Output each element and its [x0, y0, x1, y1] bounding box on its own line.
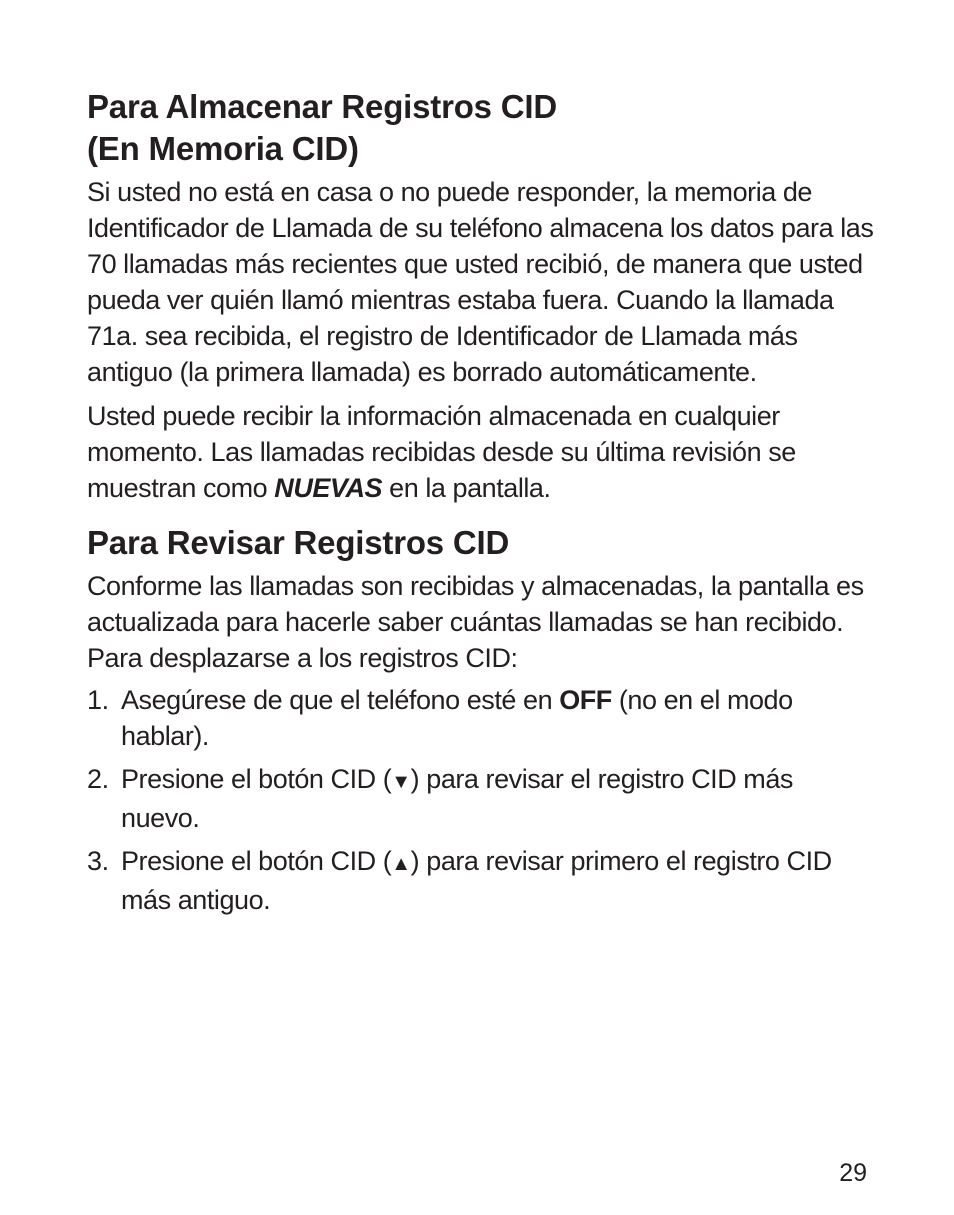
store-cid-paragraph-2	[87, 398, 877, 506]
step-text-start: Presione el botón CID (	[121, 764, 392, 794]
nuevas-label: NUEVAS	[274, 473, 383, 503]
review-steps-list	[87, 682, 877, 918]
step-text-end: ) para revisar el registro CID más nuevo.	[121, 764, 793, 833]
manual-page	[87, 86, 877, 925]
down-arrow-icon: ▼	[391, 771, 411, 793]
step-text-start: Presione el botón CID (	[121, 846, 392, 876]
step-number: 3.	[87, 846, 109, 876]
store-cid-paragraph-1: Si usted no está en casa o no puede responder, la memoria de Identificador de Llamada de su teléfono almacena los datos para las 70 llamadas más recientes que usted recibió, de manera que usted pueda ver quién llamó mientras estaba fuera. Cuando la llamada 71a. sea recibida, el registro de Identificador de Llamada más antiguo (la primera llamada) es borrado automáticamente.	[87, 177, 874, 387]
step-text-end: (no en el modo hablar).	[121, 685, 793, 751]
list-item	[87, 682, 877, 754]
para2-text-start: Usted puede recibir la información almacenada en cualquier momento. Las llamadas recibidas desde su última revisión se muestran como	[87, 401, 796, 503]
list-item	[87, 843, 877, 918]
step-number: 2.	[87, 764, 109, 794]
section-title-store-cid	[87, 86, 877, 170]
up-arrow-icon: ▲	[391, 853, 411, 875]
step-text-end: ) para revisar primero el registro CID más antiguo.	[121, 846, 832, 915]
off-label: OFF	[559, 685, 612, 715]
section-title-line2: (En Memoria CID)	[87, 130, 359, 167]
review-cid-intro: Conforme las llamadas son recibidas y almacenadas, la pantalla es actualizada para hacerle saber cuántas llamadas se han recibido. Para desplazarse a los registros CID:	[87, 571, 864, 673]
list-item	[87, 761, 877, 836]
step-number: 1.	[87, 685, 109, 715]
para2-text-end: en la pantalla.	[382, 473, 551, 503]
section-title-review-cid: Para Revisar Registros CID	[87, 524, 510, 561]
page-number: 29	[839, 1159, 867, 1187]
step-text-start: Asegúrese de que el teléfono esté en	[121, 685, 560, 715]
section-title-line1: Para Almacenar Registros CID	[87, 88, 558, 125]
